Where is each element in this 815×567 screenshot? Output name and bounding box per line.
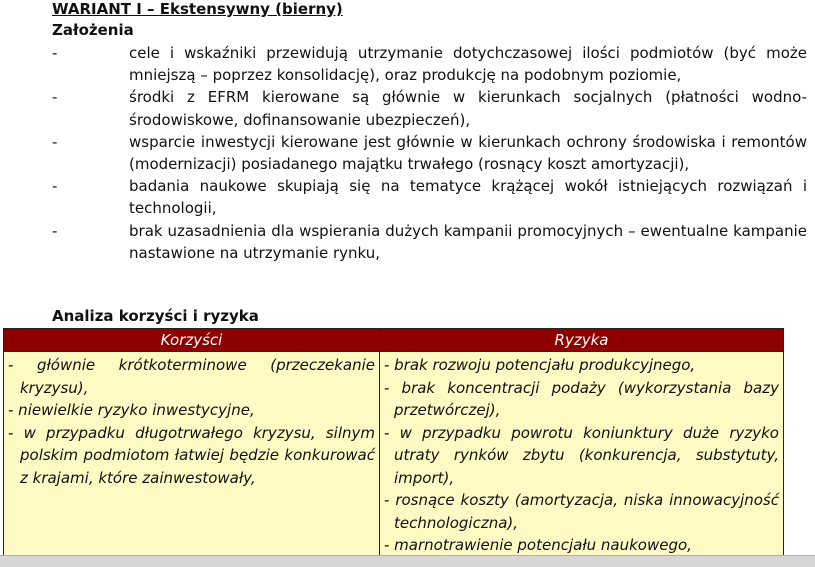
assumption-text: brak uzasadnienia dla wspierania dużych kampanii promocyjnych – ewentualne kampanie nastawione na utrzymanie rynku, xyxy=(129,221,807,262)
bullet-marker: - xyxy=(52,221,58,240)
assumption-item xyxy=(52,220,807,264)
assumption-item xyxy=(52,175,807,219)
benefits-cell xyxy=(4,352,380,562)
risk-item: - brak koncentracji podaży (wykorzystania bazy przetwórczej), xyxy=(384,378,779,419)
risk-item: - w przypadku powrotu koniunktury duże ryzyko utraty rynków zbytu (konkurencja, substytuty, import), xyxy=(384,423,779,487)
table-row xyxy=(4,352,784,562)
assumption-text: cele i wskaźniki przewidują utrzymanie dotychczasowej ilości podmiotów (być może mniejszą – poprzez konsolidację), oraz produkcję na podobnym poziomie, xyxy=(129,44,807,85)
benefit-item: - w przypadku długotrwałego kryzysu, silnym polskim podmiotom łatwiej będzie konkurować z krajami, które zainwestowały, xyxy=(8,423,375,487)
assumption-item xyxy=(52,86,807,130)
bullet-marker: - xyxy=(52,177,58,196)
benefit-item: - niewielkie ryzyko inwestycyjne, xyxy=(8,401,255,419)
assumption-text: badania naukowe skupiają się na tematyce krążącej wokół istniejących rozwiązań i technologii, xyxy=(129,177,807,218)
risk-item: - rosnące koszty (amortyzacja, niska innowacyjność technologiczna), xyxy=(384,491,779,532)
page-title: WARIANT I – Ekstensywny (bierny) xyxy=(52,0,343,18)
benefits-header: Korzyści xyxy=(4,329,380,352)
risks-header: Ryzyka xyxy=(380,329,784,352)
bullet-marker: - xyxy=(52,132,58,151)
assumptions-heading: Założenia xyxy=(52,21,134,39)
bullet-marker: - xyxy=(52,88,58,107)
benefit-item: - głównie krótkoterminowe (przeczekanie kryzysu), xyxy=(8,356,375,397)
risk-item: - marnotrawienie potencjału naukowego, xyxy=(384,536,692,554)
page-bottom-edge xyxy=(0,555,815,567)
risks-cell xyxy=(380,352,784,562)
assumption-text: wsparcie inwestycji kierowane jest głównie w kierunkach ochrony środowiska i remontów (modernizacji) posiadanego majątku trwałego (rosnący koszt amortyzacji), xyxy=(129,132,807,174)
bullet-marker: - xyxy=(52,44,58,62)
assumption-item xyxy=(52,42,807,86)
benefits-risks-table xyxy=(3,328,784,562)
risk-item: - brak rozwoju potencjału produkcyjnego, xyxy=(384,356,696,374)
analysis-heading: Analiza korzyści i ryzyka xyxy=(52,307,259,325)
assumption-item xyxy=(52,131,807,175)
assumption-text: środki z EFRM kierowane są głównie w kierunkach socjalnych (płatności wodno-środowiskowe, dofinansowanie ubezpieczeń), xyxy=(129,88,807,129)
table-header-row xyxy=(4,329,784,352)
assumptions-list xyxy=(52,42,807,264)
